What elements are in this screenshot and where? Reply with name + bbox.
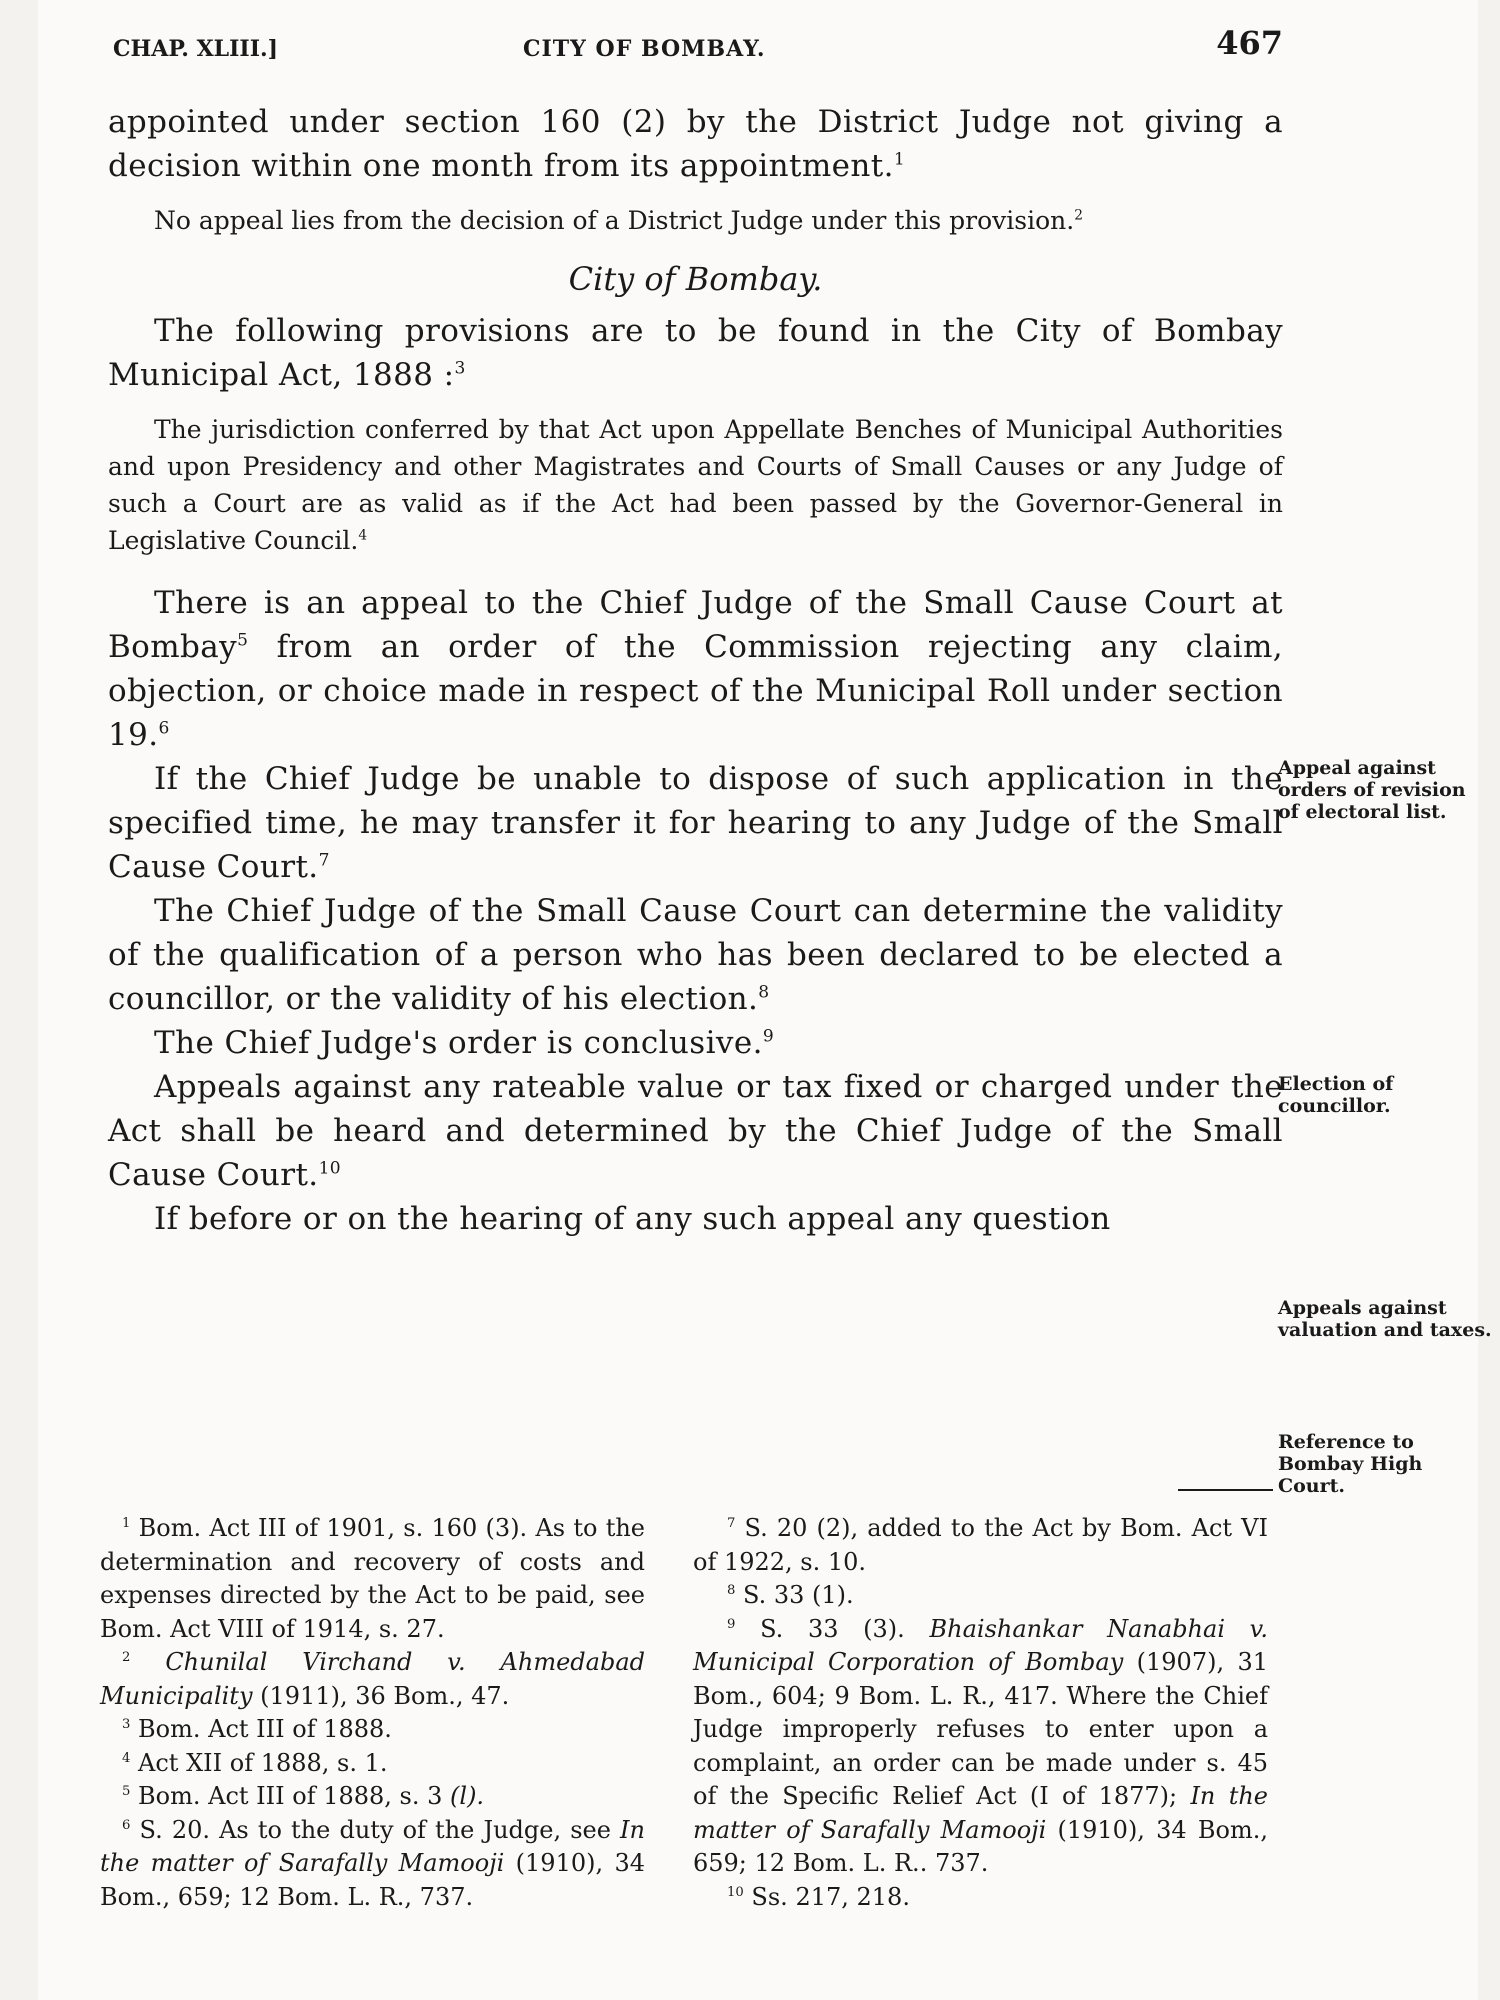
main-text xyxy=(108,100,1283,1241)
paragraph-transfer: If the Chief Judge be unable to dispose of such application in the specified time, he may transfer it for hearing to any Judge of the Small Cause Court.$^7$ xyxy=(108,761,1283,885)
footnote-1: $^1$ Bom. Act III of 1901, s. 160 (3). As to the determination and recovery of costs and expenses directed by the Act to be paid, see Bom. Act VIII of 1914, s. 27. xyxy=(100,1514,645,1643)
footnotes-left xyxy=(100,1512,645,1914)
footnote-6: $^6$ S. 20. As to the duty of the Judge, see In the matter of Sarafally Mamooji (1910), 34 Bom., 659; 12 Bom. L. R., 737. xyxy=(100,1815,645,1911)
footnote-10: $^{10}$ Ss. 217, 218. xyxy=(727,1882,910,1911)
paragraph-validity: The Chief Judge of the Small Cause Court can determine the validity of the qualification of a person who has been declared to be elected a councillor, or the validity of his election.$^8$ xyxy=(108,893,1283,1017)
footnote-9: $^9$ S. 33 (3). Bhaishankar Nanabhai v. Municipal Corporation of Bombay (1907), 31 Bom., 604; 9 Bom. L. R., 417. Where the Chief Judge improperly refuses to enter upon a complaint, an order can be made under s. 45 of the Specific Relief Act (I of 1877); In the matter of Sarafally Mamooji (1910), 34 Bom., 659; 12 Bom. L. R.. 737. xyxy=(693,1614,1269,1877)
paragraph-appointment: appointed under section 160 (2) by the District Judge not giving a decision within one month from its appointment.$^1$ xyxy=(108,104,1283,184)
margin-note-reference: Reference to Bombay High Court. xyxy=(1278,1431,1423,1497)
continuation-rule xyxy=(1178,1489,1273,1491)
footnote-4: $^4$ Act XII of 1888, s. 1. xyxy=(122,1748,388,1777)
footnote-8: $^8$ S. 33 (1). xyxy=(727,1581,854,1609)
book-page xyxy=(38,0,1492,2000)
page-number: 467 xyxy=(1216,24,1283,62)
margin-note-valuation: Appeals against valuation and taxes. xyxy=(1278,1297,1492,1341)
running-header xyxy=(113,24,1283,68)
running-title: CITY OF BOMBAY. xyxy=(523,36,766,62)
footnote-5: $^5$ Bom. Act III of 1888, s. 3 (l). xyxy=(122,1782,485,1810)
paragraph-appeal-chief-judge: There is an appeal to the Chief Judge of the Small Cause Court at Bombay$^5$ from an order of the Commission rejecting any claim, objection, or choice made in respect of the Municipal Roll under section 19.$^6$ xyxy=(108,585,1283,753)
chapter-label: CHAP. XLIII.] xyxy=(113,36,279,62)
footnote-7: $^7$ S. 20 (2), added to the Act by Bom. Act VI of 1922, s. 10. xyxy=(693,1514,1268,1576)
footnotes-right xyxy=(693,1512,1268,1914)
paragraph-rateable-value: Appeals against any rateable value or tax fixed or charged under the Act shall be heard and determined by the Chief Judge of the Small Cause Court.$^{10}$ xyxy=(108,1069,1283,1193)
margin-note-electoral-list: Appeal against orders of revision of electoral list. xyxy=(1278,757,1466,823)
section-heading: City of Bombay. xyxy=(568,260,823,298)
footnote-2: $^2$ Chunilal Virchand v. Ahmedabad Municipality (1911), 36 Bom., 47. xyxy=(100,1648,645,1710)
footnote-3: $^3$ Bom. Act III of 1888. xyxy=(122,1715,392,1743)
paragraph-jurisdiction: The jurisdiction conferred by that Act upon Appellate Benches of Municipal Authorities and upon Presidency and other Magistrates and Courts of Small Causes or any Judge of such a Court are as valid as if the Act had been passed by the Governor-General in Legislative Council.$^4$ xyxy=(108,415,1283,555)
paragraph-no-appeal: No appeal lies from the decision of a District Judge under this provision.$^2$ xyxy=(154,206,1083,235)
margin-note-election: Election of councillor. xyxy=(1278,1073,1394,1117)
paragraph-conclusive: The Chief Judge's order is conclusive.$^9$ xyxy=(154,1025,775,1061)
paragraph-hearing: If before or on the hearing of any such appeal any question xyxy=(154,1201,1111,1237)
paragraph-provisions: The following provisions are to be found in the City of Bombay Municipal Act, 1888 :$^3$ xyxy=(108,313,1283,393)
